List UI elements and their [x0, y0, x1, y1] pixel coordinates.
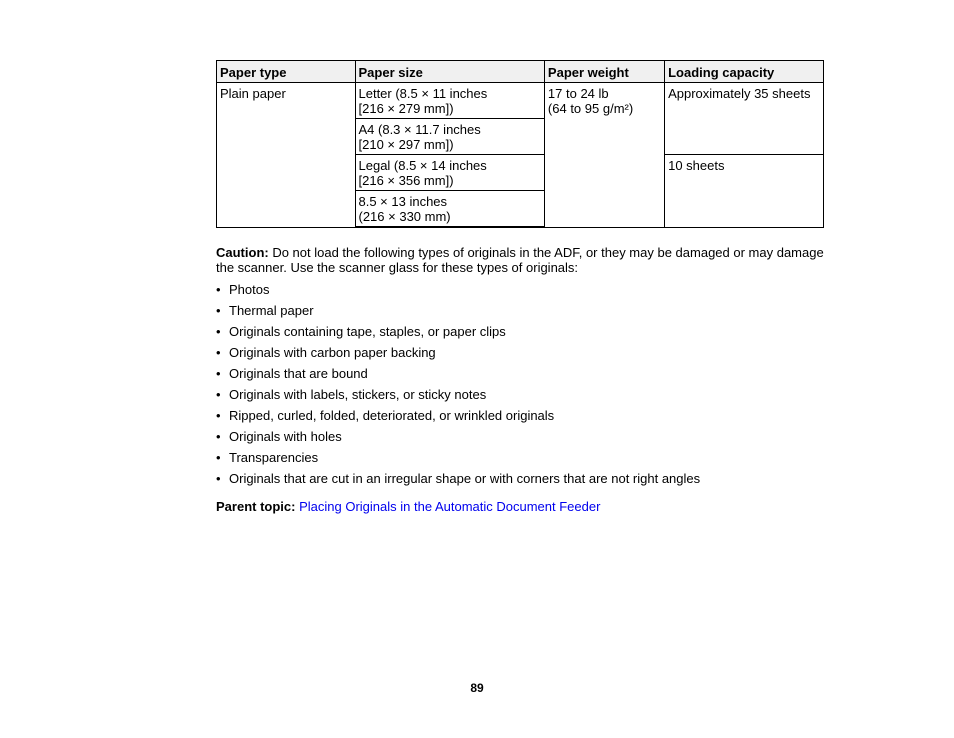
caution-text: Do not load the following types of originals in the ADF, or they may be damaged or may damage the scanner. Use the scanner glass for these types of originals:	[216, 245, 824, 275]
bullet-icon: •	[216, 450, 221, 465]
list-item-text: Photos	[229, 282, 270, 297]
list-item-text: Originals that are cut in an irregular shape or with corners that are not right angles	[229, 471, 701, 486]
list-item	[216, 448, 824, 469]
bullet-icon: •	[216, 303, 221, 318]
list-item-text: Originals with labels, stickers, or sticky notes	[229, 387, 487, 402]
paper-size-cell	[355, 155, 544, 191]
paper-size-line: [210 × 297 mm])	[358, 137, 454, 152]
bullet-icon: •	[216, 387, 221, 402]
paper-size-cell	[355, 83, 544, 119]
bullet-icon: •	[216, 429, 221, 444]
bullet-icon: •	[216, 408, 221, 423]
list-item	[216, 301, 824, 322]
caution-label: Caution:	[216, 245, 269, 260]
paper-specifications-table	[216, 60, 824, 228]
paper-size-line: 8.5 × 13 inches	[358, 194, 448, 209]
paper-weight-line: 17 to 24 lb	[547, 86, 609, 101]
paper-size-line: Letter (8.5 × 11 inches	[358, 86, 488, 101]
paper-size-line: [216 × 279 mm])	[358, 101, 454, 116]
paper-weight-cell	[544, 83, 664, 228]
bullet-icon: •	[216, 471, 221, 486]
header-paper-weight: Paper weight	[544, 61, 664, 83]
paper-size-cell	[355, 191, 544, 228]
bullet-icon: •	[216, 345, 221, 360]
list-item-text: Originals that are bound	[229, 366, 368, 381]
loading-capacity-cell: 10 sheets	[665, 155, 824, 228]
list-item-text: Transparencies	[229, 450, 319, 465]
header-paper-type: Paper type	[217, 61, 356, 83]
unsupported-originals-list	[216, 280, 824, 490]
paper-weight-line: (64 to 95 g/m²)	[547, 101, 634, 116]
parent-topic-link[interactable]: Placing Originals in the Automatic Document Feeder	[299, 499, 601, 514]
paper-size-line: (216 × 330 mm)	[358, 209, 451, 224]
paper-size-cell	[355, 119, 544, 155]
header-loading-capacity: Loading capacity	[665, 61, 824, 83]
paper-size-line: [216 × 356 mm])	[358, 173, 454, 188]
list-item-text: Originals with carbon paper backing	[229, 345, 436, 360]
list-item	[216, 385, 824, 406]
bullet-icon: •	[216, 366, 221, 381]
bullet-icon: •	[216, 324, 221, 339]
list-item	[216, 322, 824, 343]
parent-topic	[216, 499, 824, 514]
bullet-icon: •	[216, 282, 221, 297]
page-number: 89	[470, 681, 484, 695]
list-item-text: Thermal paper	[229, 303, 314, 318]
list-item	[216, 280, 824, 301]
list-item	[216, 427, 824, 448]
paper-type-cell: Plain paper	[217, 83, 356, 228]
header-paper-size: Paper size	[355, 61, 544, 83]
parent-topic-label: Parent topic:	[216, 499, 296, 514]
list-item-text: Originals containing tape, staples, or paper clips	[229, 324, 506, 339]
table-row	[217, 83, 824, 119]
list-item-text: Ripped, curled, folded, deteriorated, or wrinkled originals	[229, 408, 555, 423]
paper-size-line: Legal (8.5 × 14 inches	[358, 158, 487, 173]
paper-size-line: A4 (8.3 × 11.7 inches	[358, 122, 481, 137]
list-item	[216, 364, 824, 385]
table-header-row	[217, 61, 824, 83]
page-content	[216, 60, 824, 514]
list-item	[216, 469, 824, 490]
loading-capacity-cell: Approximately 35 sheets	[665, 83, 824, 155]
caution-note	[216, 245, 824, 275]
list-item	[216, 406, 824, 427]
list-item	[216, 343, 824, 364]
list-item-text: Originals with holes	[229, 429, 342, 444]
